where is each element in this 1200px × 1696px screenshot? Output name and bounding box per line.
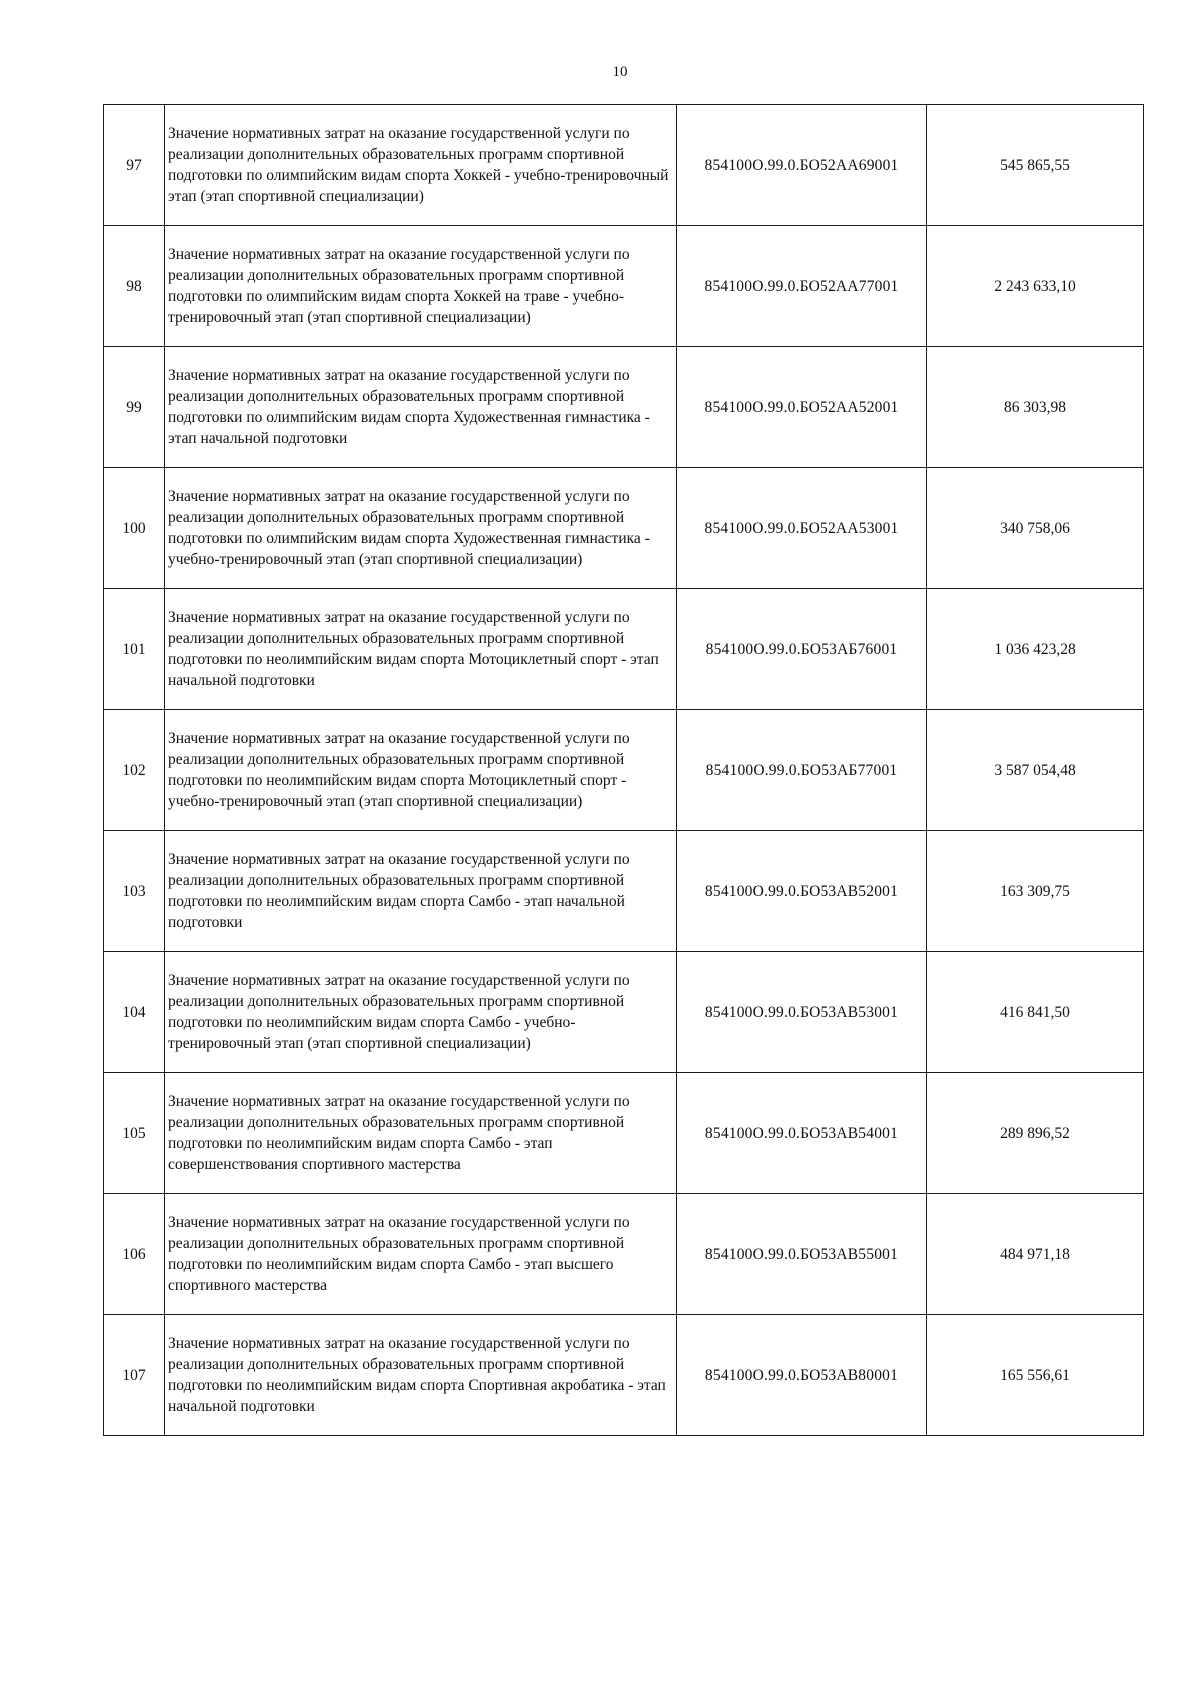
row-number: 100	[104, 468, 165, 589]
row-number: 102	[104, 710, 165, 831]
table-row	[104, 347, 1144, 468]
row-description: Значение нормативных затрат на оказание государственной услуги по реализации дополнительных образовательных программ спортивной подготовки по неолимпийским видам спорта Самбо - этап начальной подготовки	[165, 831, 677, 952]
row-number: 106	[104, 1194, 165, 1315]
row-value: 545 865,55	[927, 105, 1144, 226]
row-value: 289 896,52	[927, 1073, 1144, 1194]
row-value: 1 036 423,28	[927, 589, 1144, 710]
table-row	[104, 1315, 1144, 1436]
row-number: 104	[104, 952, 165, 1073]
row-code: 854100О.99.0.БО52АА53001	[677, 468, 927, 589]
row-code: 854100О.99.0.БО53АБ76001	[677, 589, 927, 710]
row-code: 854100О.99.0.БО53АВ55001	[677, 1194, 927, 1315]
row-code: 854100О.99.0.БО53АБ77001	[677, 710, 927, 831]
row-value: 484 971,18	[927, 1194, 1144, 1315]
row-value: 340 758,06	[927, 468, 1144, 589]
row-value: 86 303,98	[927, 347, 1144, 468]
row-description: Значение нормативных затрат на оказание государственной услуги по реализации дополнительных образовательных программ спортивной подготовки по неолимпийским видам спорта Самбо - этап высшего спортивного мастерства	[165, 1194, 677, 1315]
row-value: 165 556,61	[927, 1315, 1144, 1436]
row-description: Значение нормативных затрат на оказание государственной услуги по реализации дополнительных образовательных программ спортивной подготовки по олимпийским видам спорта Художественная гимнастика - учебно-тренировочный этап (этап спортивной специализации)	[165, 468, 677, 589]
table-row	[104, 710, 1144, 831]
table-row	[104, 831, 1144, 952]
table-row	[104, 1073, 1144, 1194]
row-description: Значение нормативных затрат на оказание государственной услуги по реализации дополнительных образовательных программ спортивной подготовки по олимпийским видам спорта Хоккей - учебно-тренировочный этап (этап спортивной специализации)	[165, 105, 677, 226]
row-value: 3 587 054,48	[927, 710, 1144, 831]
row-description: Значение нормативных затрат на оказание государственной услуги по реализации дополнительных образовательных программ спортивной подготовки по олимпийским видам спорта Художественная гимнастика - этап начальной подготовки	[165, 347, 677, 468]
table-body	[104, 105, 1144, 1436]
row-description: Значение нормативных затрат на оказание государственной услуги по реализации дополнительных образовательных программ спортивной подготовки по неолимпийским видам спорта Мотоциклетный спорт - учебно-тренировочный этап (этап спортивной специализации)	[165, 710, 677, 831]
table-row	[104, 952, 1144, 1073]
row-description: Значение нормативных затрат на оказание государственной услуги по реализации дополнительных образовательных программ спортивной подготовки по неолимпийским видам спорта Спортивная акробатика - этап начальной подготовки	[165, 1315, 677, 1436]
row-code: 854100О.99.0.БО52АА77001	[677, 226, 927, 347]
normative-costs-table	[103, 104, 1144, 1436]
table-row	[104, 226, 1144, 347]
row-number: 97	[104, 105, 165, 226]
row-code: 854100О.99.0.БО53АВ54001	[677, 1073, 927, 1194]
row-value: 416 841,50	[927, 952, 1144, 1073]
row-number: 98	[104, 226, 165, 347]
row-code: 854100О.99.0.БО53АВ52001	[677, 831, 927, 952]
row-number: 107	[104, 1315, 165, 1436]
page-number: 10	[612, 64, 628, 80]
row-code: 854100О.99.0.БО52АА52001	[677, 347, 927, 468]
row-number: 101	[104, 589, 165, 710]
row-number: 105	[104, 1073, 165, 1194]
row-number: 103	[104, 831, 165, 952]
table-row	[104, 589, 1144, 710]
row-value: 2 243 633,10	[927, 226, 1144, 347]
row-code: 854100О.99.0.БО53АВ53001	[677, 952, 927, 1073]
table-row	[104, 105, 1144, 226]
row-value: 163 309,75	[927, 831, 1144, 952]
row-description: Значение нормативных затрат на оказание государственной услуги по реализации дополнительных образовательных программ спортивной подготовки по олимпийским видам спорта Хоккей на траве - учебно-тренировочный этап (этап спортивной специализации)	[165, 226, 677, 347]
row-code: 854100О.99.0.БО53АВ80001	[677, 1315, 927, 1436]
row-description: Значение нормативных затрат на оказание государственной услуги по реализации дополнительных образовательных программ спортивной подготовки по неолимпийским видам спорта Мотоциклетный спорт - этап начальной подготовки	[165, 589, 677, 710]
row-number: 99	[104, 347, 165, 468]
row-description: Значение нормативных затрат на оказание государственной услуги по реализации дополнительных образовательных программ спортивной подготовки по неолимпийским видам спорта Самбо - учебно-тренировочный этап (этап спортивной специализации)	[165, 952, 677, 1073]
table-row	[104, 1194, 1144, 1315]
row-code: 854100О.99.0.БО52АА69001	[677, 105, 927, 226]
table-row	[104, 468, 1144, 589]
row-description: Значение нормативных затрат на оказание государственной услуги по реализации дополнительных образовательных программ спортивной подготовки по неолимпийским видам спорта Самбо - этап совершенствования спортивного мастерства	[165, 1073, 677, 1194]
